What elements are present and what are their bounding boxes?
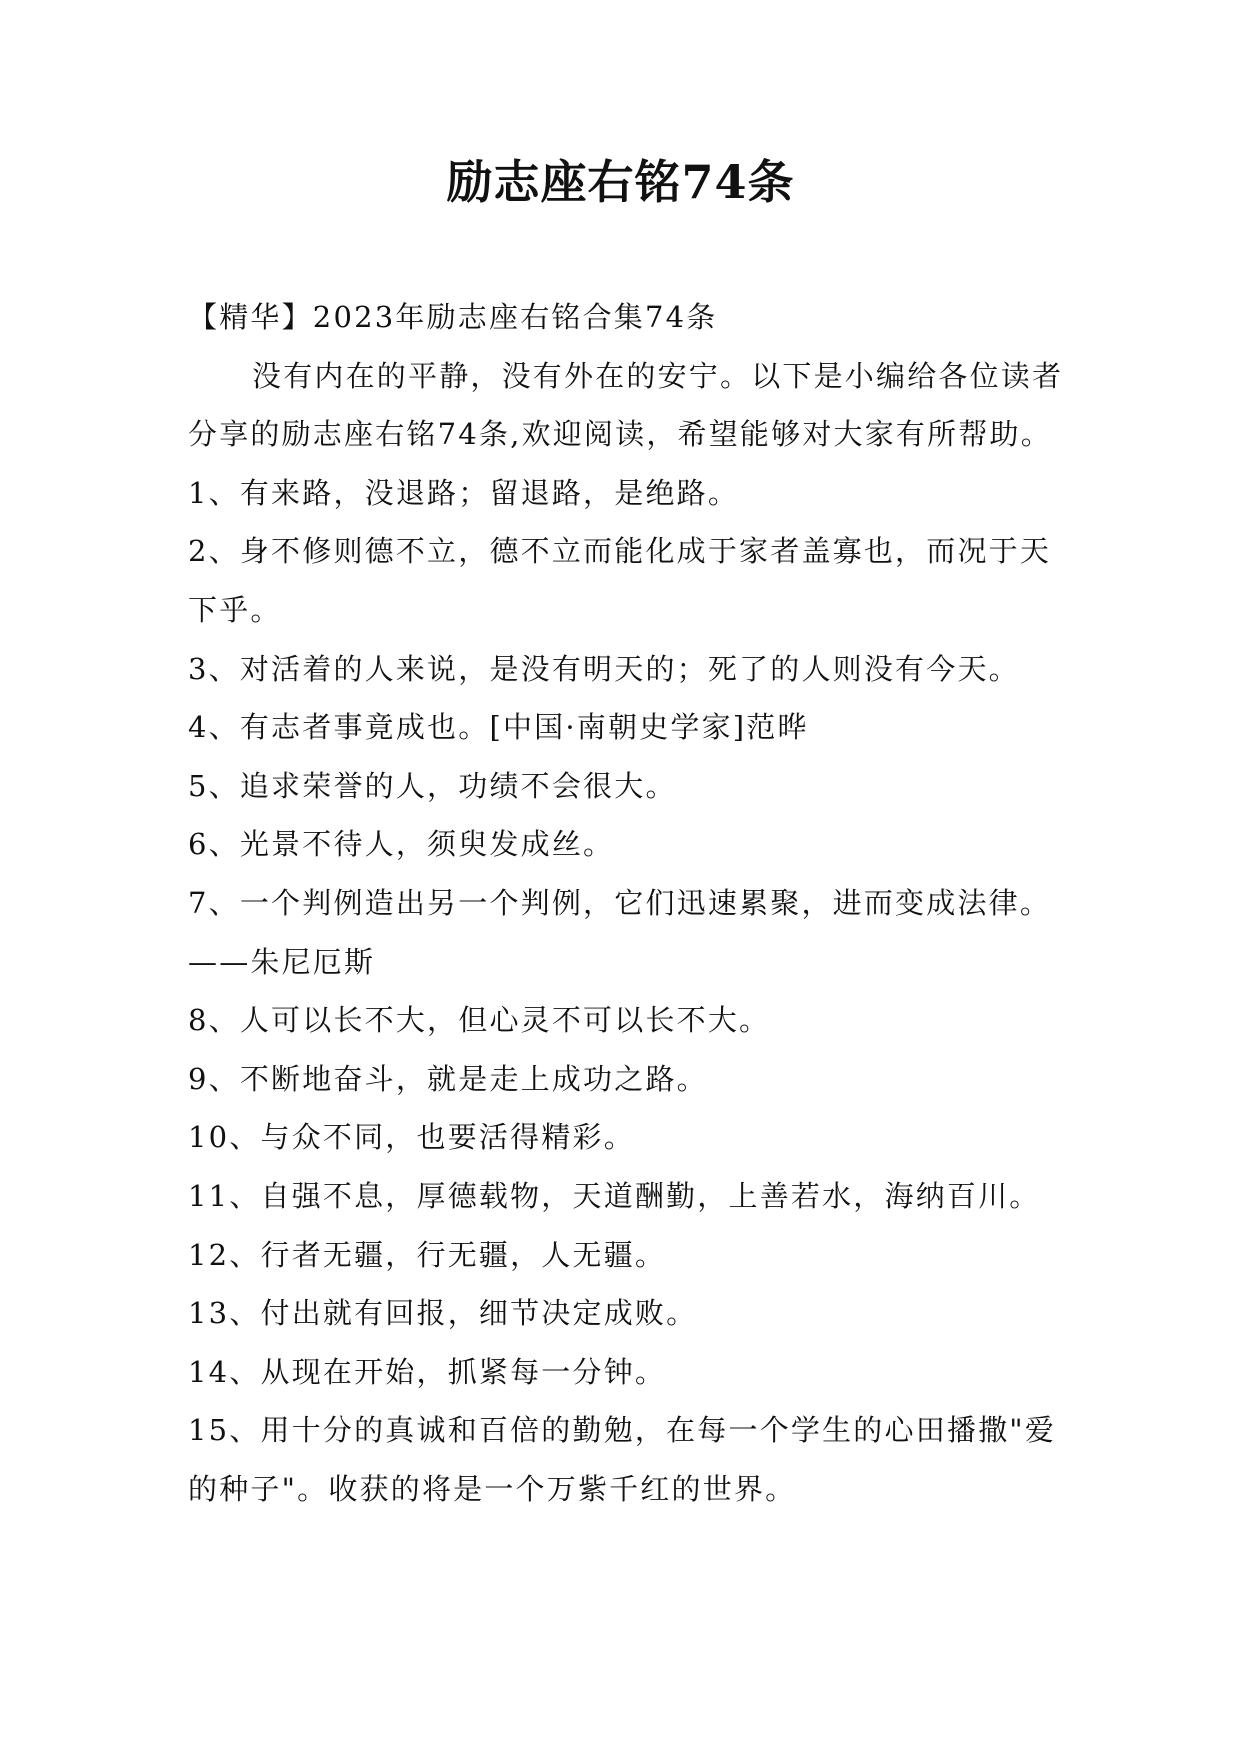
list-item: 13、付出就有回报，细节决定成败。 — [188, 1296, 698, 1331]
intro-paragraph: 没有内在的平静，没有外在的安宁。以下是小编给各位读者分享的励志座右铭74条,欢迎阅读，希望能够对大家有所帮助。 — [188, 358, 1064, 452]
document-body — [188, 288, 1068, 1518]
document-subtitle: 【精华】2023年励志座右铭合集74条 — [188, 300, 718, 334]
list-item: 10、与众不同，也要活得精彩。 — [188, 1120, 635, 1155]
list-item: 12、行者无疆，行无疆，人无疆。 — [188, 1237, 667, 1272]
list-item: 3、对活着的人来说，是没有明天的；死了的人则没有今天。 — [188, 651, 1020, 686]
list-item: 4、有志者事竟成也。[中国·南朝史学家]范晔 — [188, 710, 809, 745]
list-item: 11、自强不息，厚德载物，天道酬勤，上善若水，海纳百川。 — [188, 1178, 1041, 1213]
list-item: 2、身不修则德不立，德不立而能化成于家者盖寡也，而况于天下乎。 — [188, 534, 1052, 627]
list-item: 1、有来路，没退路；留退路，是绝路。 — [188, 475, 740, 510]
list-item: 9、不断地奋斗，就是走上成功之路。 — [188, 1061, 708, 1096]
list-item: 8、人可以长不大，但心灵不可以长不大。 — [188, 1003, 771, 1038]
list-item: 15、用十分的真诚和百倍的勤勉，在每一个学生的心田播撒"爱的种子"。收获的将是一个万紫千红的世界。 — [188, 1413, 1057, 1506]
list-item: 7、一个判例造出另一个判例，它们迅速累聚，进而变成法律。——朱尼厄斯 — [188, 885, 1052, 979]
document-title: 励志座右铭74条 — [446, 155, 795, 209]
list-item: 6、光景不待人，须臾发成丝。 — [188, 827, 615, 862]
list-item: 14、从现在开始，抓紧每一分钟。 — [188, 1354, 667, 1389]
list-item: 5、追求荣誉的人，功绩不会很大。 — [188, 768, 677, 803]
